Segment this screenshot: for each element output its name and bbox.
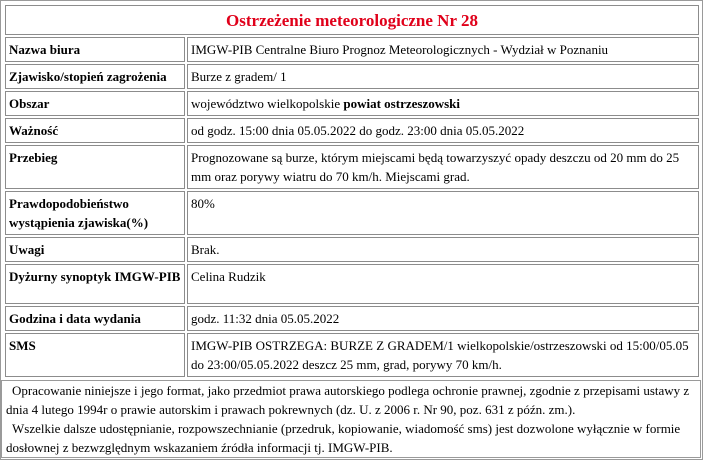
- value-remarks: Brak.: [187, 237, 699, 262]
- label-validity: Ważność: [5, 118, 185, 143]
- value-probability: 80%: [187, 191, 699, 235]
- value-synoptic: Celina Rudzik: [187, 264, 699, 304]
- distribution-notice: Wszelkie dalsze udostępnianie, rozpowszechnianie (przedruk, kopiowanie, wiadomość sms) jest dozwolone wyłącznie w formie dosłownej z bezwzględnym wskazaniem źródła informacji tj. IMGW-PIB.: [6, 421, 681, 455]
- warning-table: [3, 3, 701, 379]
- value-area-region: województwo wielkopolskie: [191, 96, 341, 111]
- value-validity: od godz. 15:00 dnia 05.05.2022 do godz. 23:00 dnia 05.05.2022: [187, 118, 699, 143]
- table-row: [5, 237, 699, 262]
- table-row: [5, 145, 699, 189]
- value-area: [187, 91, 699, 116]
- value-area-county: powiat ostrzeszowski: [343, 96, 461, 111]
- warning-title: Ostrzeżenie meteorologiczne Nr 28: [5, 5, 699, 35]
- label-sms: SMS: [5, 333, 185, 377]
- table-row: [5, 37, 699, 62]
- table-row: [5, 306, 699, 331]
- value-course: Prognozowane są burze, którym miejscami będą towarzyszyć opady deszczu od 20 mm do 25 mm oraz porywy wiatru do 70 km/h. Miejscami grad.: [187, 145, 699, 189]
- label-office: Nazwa biura: [5, 37, 185, 62]
- label-course: Przebieg: [5, 145, 185, 189]
- table-row: [5, 118, 699, 143]
- value-office: IMGW-PIB Centralne Biuro Prognoz Meteorologicznych - Wydział w Poznaniu: [187, 37, 699, 62]
- table-row: [5, 64, 699, 89]
- label-area: Obszar: [5, 91, 185, 116]
- table-row: [5, 91, 699, 116]
- value-sms: IMGW-PIB OSTRZEGA: BURZE Z GRADEM/1 wielkopolskie/ostrzeszowski od 15:00/05.05 do 23:00/05.05.2022 deszcz 25 mm, grad, porywy 70 km/h.: [187, 333, 699, 377]
- label-synoptic: Dyżurny synoptyk IMGW-PIB: [5, 264, 185, 304]
- copyright-footer: [1, 380, 701, 458]
- label-probability: Prawdopodobieństwo wystąpienia zjawiska(%): [5, 191, 185, 235]
- table-row: [5, 191, 699, 235]
- value-phenomenon: Burze z gradem/ 1: [187, 64, 699, 89]
- table-row: [5, 264, 699, 304]
- value-issued: godz. 11:32 dnia 05.05.2022: [187, 306, 699, 331]
- copyright-notice: Opracowanie niniejsze i jego format, jako przedmiot prawa autorskiego podlega ochronie prawnej, zgodnie z przepisami ustawy z dnia 4 lutego 1994r o prawie autorskim i prawach pokrewnych (dz. U. z 2006 r. Nr 90, poz. 631 z późn. zm.).: [6, 383, 690, 417]
- label-issued: Godzina i data wydania: [5, 306, 185, 331]
- table-row: [5, 333, 699, 377]
- label-phenomenon: Zjawisko/stopień zagrożenia: [5, 64, 185, 89]
- label-remarks: Uwagi: [5, 237, 185, 262]
